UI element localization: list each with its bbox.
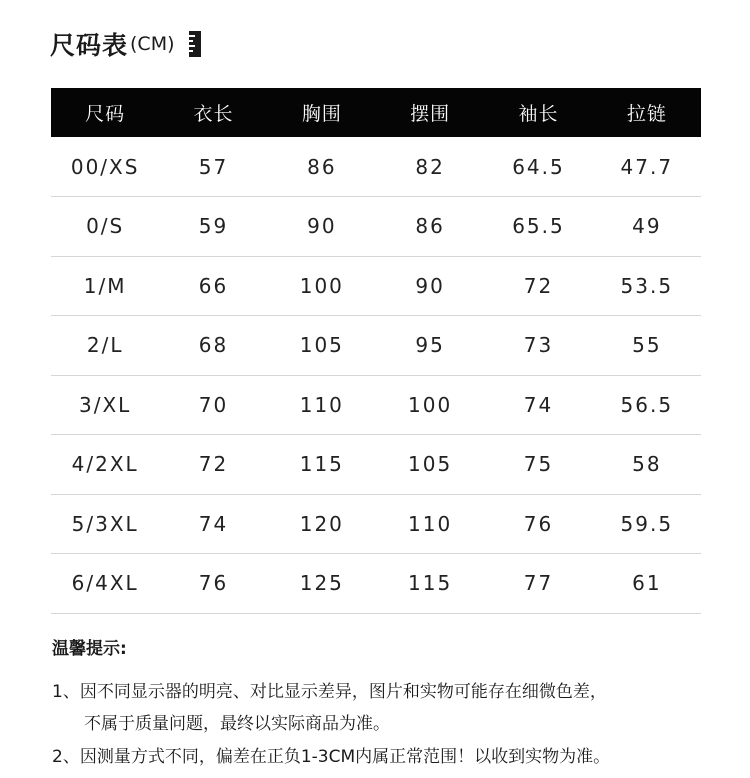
note-line-1: 1、因不同显示器的明亮、对比显示差异，图片和实物可能存在细微色差， xyxy=(52,682,607,702)
header-chest: 胸围 xyxy=(301,103,342,125)
table-cell: 75 xyxy=(523,452,554,477)
table-cell: 100 xyxy=(408,392,453,417)
table-cell: 90 xyxy=(307,214,337,239)
table-row xyxy=(51,197,701,257)
table-cell: 72 xyxy=(523,273,554,298)
table-cell: 110 xyxy=(299,392,344,417)
table-cell: 4/2XL xyxy=(71,452,139,477)
header-size: 尺码 xyxy=(85,103,126,125)
size-chart-title xyxy=(50,26,201,62)
table-cell: 49 xyxy=(632,214,662,239)
table-cell: 68 xyxy=(198,333,229,358)
table-cell: 77 xyxy=(523,571,554,596)
table-row xyxy=(51,316,701,376)
table-cell: 59.5 xyxy=(620,511,674,536)
header-hem: 摆围 xyxy=(410,103,451,125)
table-cell: 120 xyxy=(299,511,344,536)
table-cell: 66 xyxy=(198,273,229,298)
note-line-1-continued: 不属于质量问题，最终以实际商品为准。 xyxy=(84,714,390,734)
table-cell: 110 xyxy=(408,511,453,536)
table-cell: 00/XS xyxy=(70,154,140,179)
table-row xyxy=(51,375,701,435)
table-cell: 115 xyxy=(299,452,344,477)
header-length: 衣长 xyxy=(193,103,234,125)
table-cell: 95 xyxy=(415,333,445,358)
table-cell: 5/3XL xyxy=(71,511,139,536)
table-row xyxy=(51,256,701,316)
size-table xyxy=(51,88,701,614)
table-cell: 105 xyxy=(299,333,344,358)
table-cell: 6/4XL xyxy=(71,571,139,596)
table-cell: 3/XL xyxy=(79,392,132,417)
header-zipper: 拉链 xyxy=(626,103,667,125)
table-cell: 1/M xyxy=(83,273,127,298)
table-cell: 86 xyxy=(307,154,337,179)
table-cell: 82 xyxy=(415,154,445,179)
table-header-row xyxy=(51,88,701,137)
table-cell: 47.7 xyxy=(620,154,674,179)
table-cell: 56.5 xyxy=(620,392,674,417)
table-cell: 74 xyxy=(198,511,229,536)
table-cell: 55 xyxy=(632,333,662,358)
table-cell: 90 xyxy=(415,273,445,298)
table-cell: 57 xyxy=(198,154,229,179)
table-cell: 76 xyxy=(523,511,554,536)
ruler-icon xyxy=(189,31,201,57)
table-cell: 58 xyxy=(632,452,662,477)
table-cell: 115 xyxy=(408,571,453,596)
notes-title: 温馨提示: xyxy=(52,639,127,659)
table-cell: 125 xyxy=(299,571,344,596)
title-main: 尺码表 xyxy=(50,31,129,60)
table-cell: 61 xyxy=(632,571,662,596)
table-row xyxy=(51,494,701,554)
table-cell: 65.5 xyxy=(512,214,565,239)
table-cell: 73 xyxy=(523,333,554,358)
table-cell: 53.5 xyxy=(620,273,674,298)
table-cell: 72 xyxy=(198,452,229,477)
title-unit: (CM) xyxy=(130,33,175,55)
table-row xyxy=(51,435,701,495)
table-cell: 86 xyxy=(415,214,445,239)
table-cell: 64.5 xyxy=(512,154,565,179)
table-row xyxy=(51,137,701,197)
table-cell: 70 xyxy=(198,392,229,417)
note-line-2: 2、因测量方式不同，偏差在正负1-3CM内属正常范围！以收到实物为准。 xyxy=(52,747,611,767)
table-cell: 74 xyxy=(523,392,554,417)
table-cell: 59 xyxy=(198,214,229,239)
table-cell: 0/S xyxy=(86,214,125,239)
header-sleeve: 袖长 xyxy=(518,103,559,125)
table-cell: 100 xyxy=(299,273,344,298)
table-row xyxy=(51,554,701,614)
table-cell: 76 xyxy=(198,571,229,596)
table-cell: 2/L xyxy=(86,333,124,358)
table-cell: 105 xyxy=(408,452,453,477)
